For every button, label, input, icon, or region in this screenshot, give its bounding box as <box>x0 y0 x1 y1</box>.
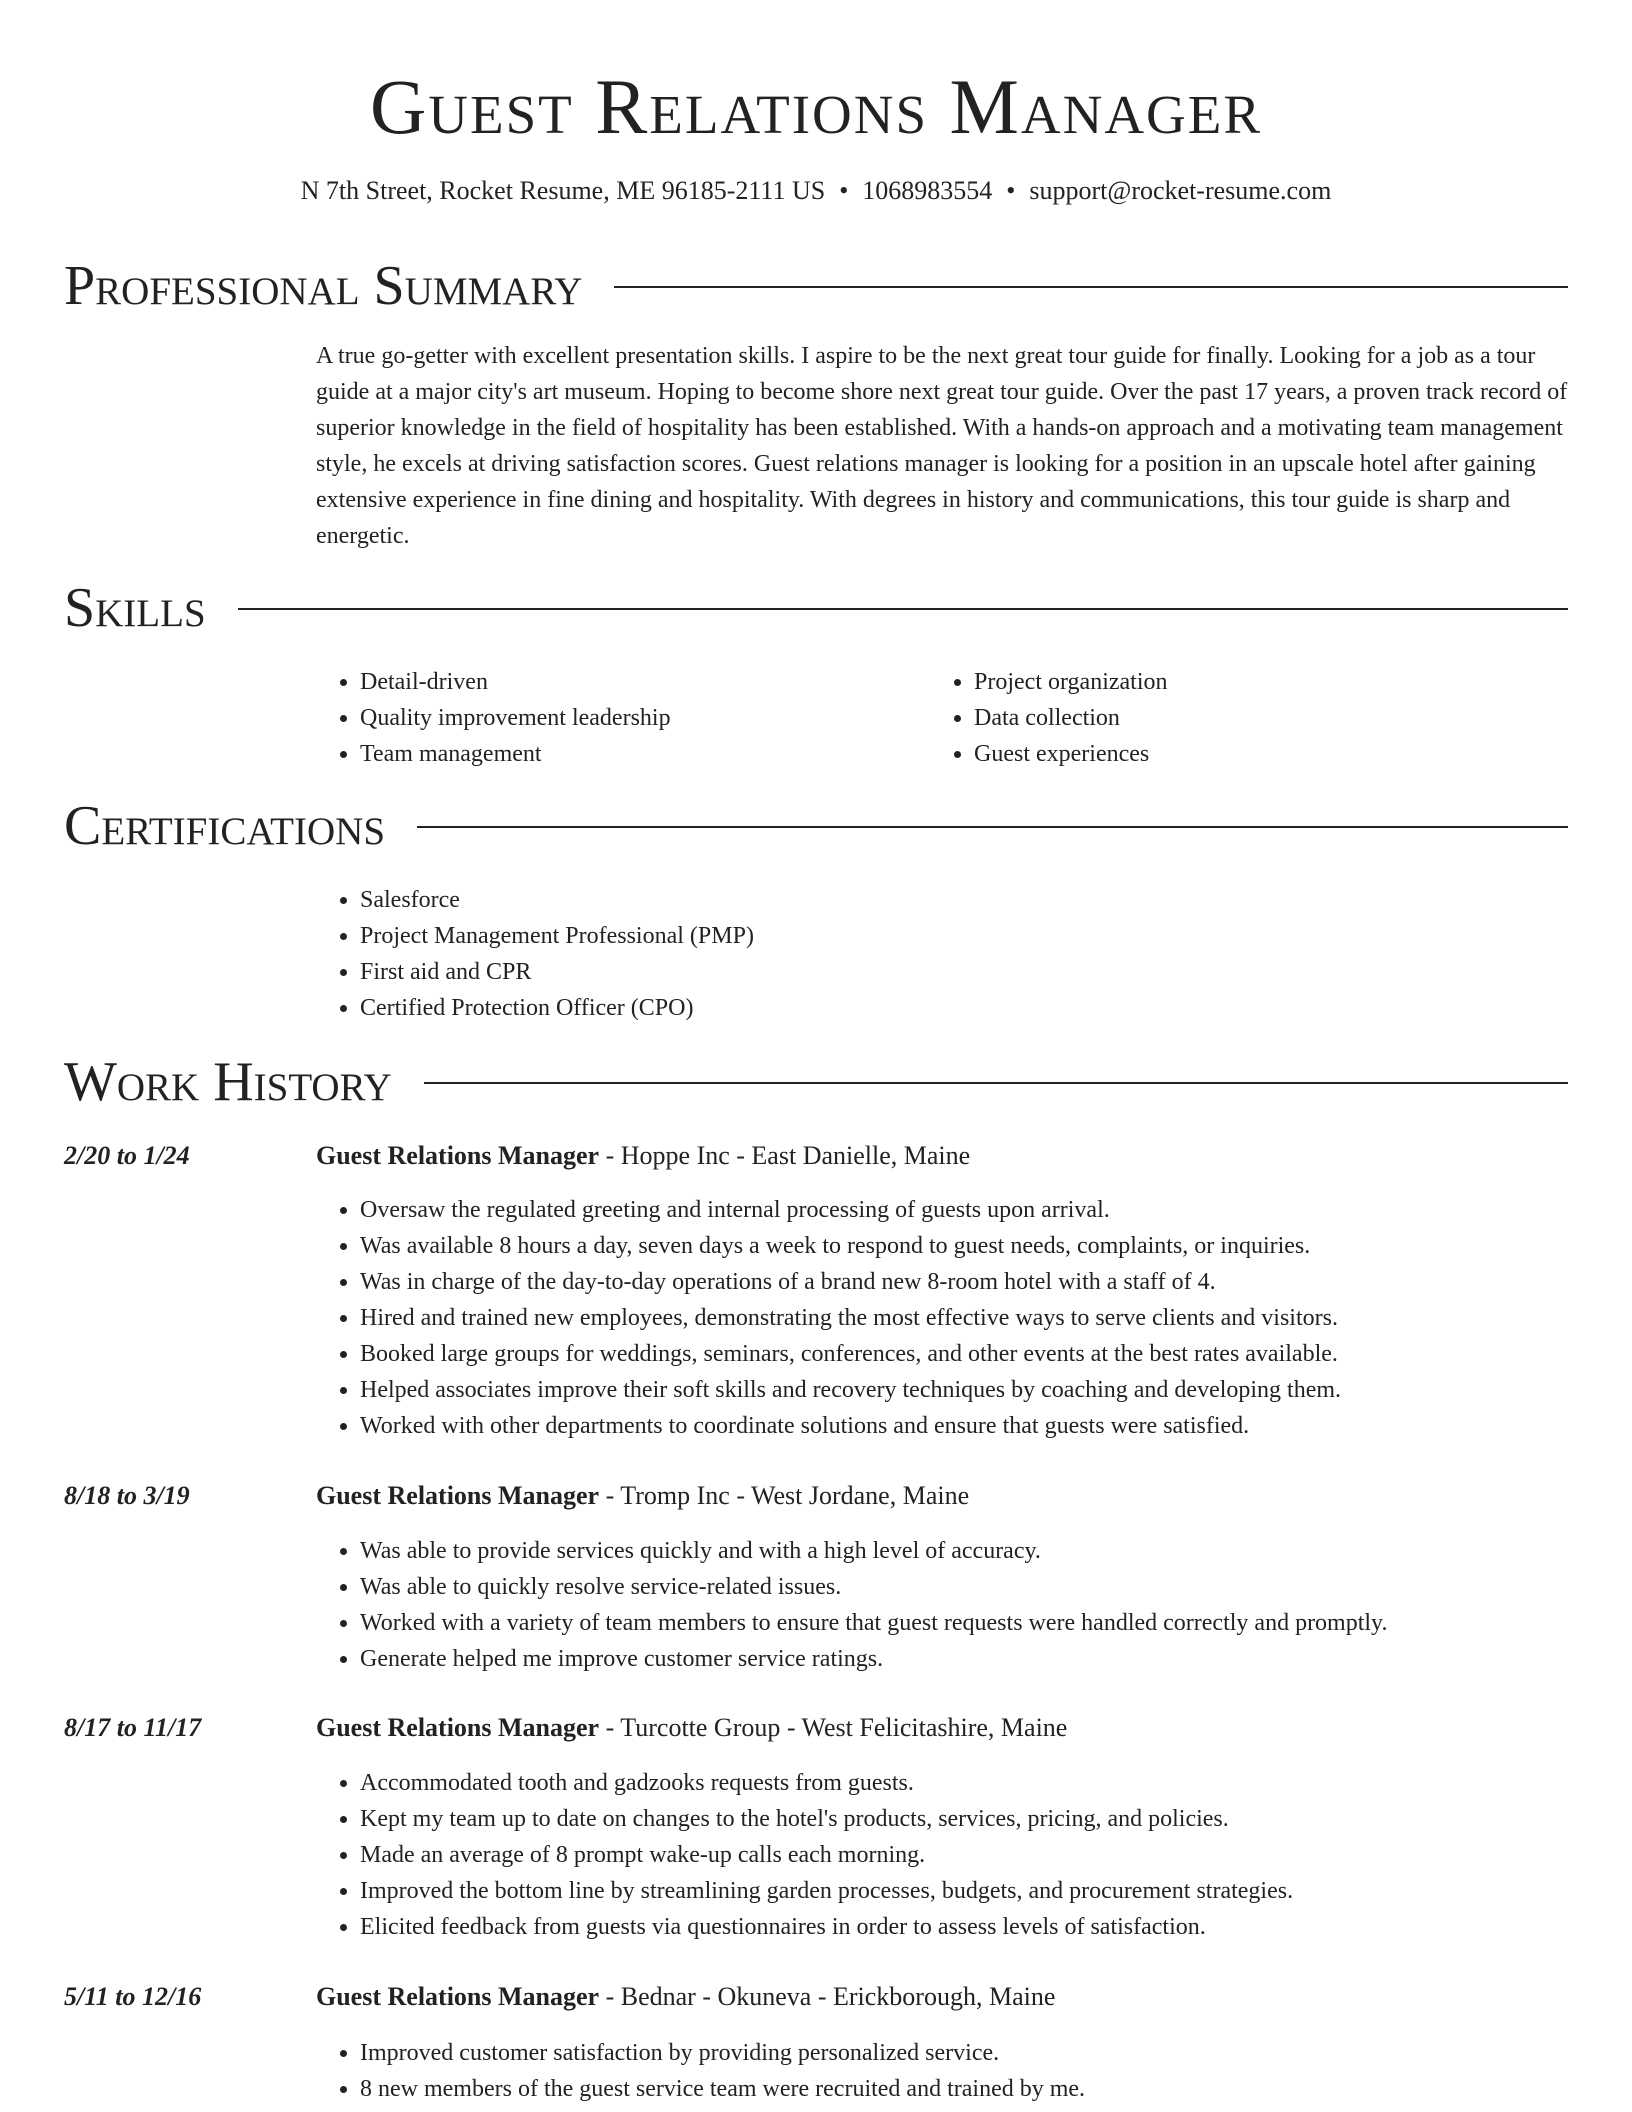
summary-heading-row <box>64 256 1568 316</box>
job-bullet: • Was able to provide services quickly and with a high level of accuracy. <box>360 1533 1568 1569</box>
certification-item: • Project Management Professional (PMP) <box>360 918 754 954</box>
job-bullet: • Hired and trained new employees, demonstrating the most effective ways to serve clients and visitors. <box>360 1300 1568 1336</box>
skill-item: • Project organization <box>974 664 1168 700</box>
job-header <box>64 1478 1568 1514</box>
certifications-list <box>316 882 754 1026</box>
job-dates: 8/17 to 11/17 <box>64 1713 202 1742</box>
job-bullet: • Elicited feedback from guests via questionnaires in order to assess levels of satisfaction. <box>360 1909 1568 1945</box>
certifications-heading-row <box>64 796 1568 856</box>
contact-phone: 1068983554 <box>862 176 993 205</box>
job-bullet: • Kept my team up to date on changes to the hotel's products, services, pricing, and policies. <box>360 1801 1568 1837</box>
job-bullets <box>316 1533 1568 1677</box>
contact-address: N 7th Street, Rocket Resume, ME 96185-2111 US <box>300 176 826 205</box>
section-rule <box>417 826 1568 828</box>
job-bullet: • Improved customer satisfaction by providing personalized service. <box>360 2035 1568 2071</box>
job-header <box>64 1979 1568 2015</box>
job-dates: 2/20 to 1/24 <box>64 1141 190 1170</box>
certification-item: • First aid and CPR <box>360 954 754 990</box>
job-bullet: • Made an average of 8 prompt wake-up calls each morning. <box>360 1837 1568 1873</box>
skill-item: • Detail-driven <box>360 664 671 700</box>
job-header <box>64 1138 1568 1174</box>
skills-list-left <box>316 664 671 772</box>
work-heading-row <box>64 1052 1568 1112</box>
job-title: Guest Relations Manager <box>316 1713 600 1742</box>
job-title: Guest Relations Manager <box>316 1982 600 2011</box>
job-bullets <box>316 1765 1568 1945</box>
job-bullet: • Booked large groups for weddings, seminars, conferences, and other events at the best rates available. <box>360 1336 1568 1372</box>
job-dates: 8/18 to 3/19 <box>64 1481 190 1510</box>
skills-list-right <box>930 664 1168 772</box>
summary-heading: Professional Summary <box>64 255 583 317</box>
contact-email: support@rocket-resume.com <box>1029 176 1332 205</box>
job-bullets <box>316 2035 1568 2107</box>
work-heading: Work History <box>64 1051 392 1113</box>
job-bullet: • Helped associates improve their soft skills and recovery techniques by coaching and developing them. <box>360 1372 1568 1408</box>
job-details: - Turcotte Group - West Felicitashire, Maine <box>599 1713 1068 1742</box>
job-title: Guest Relations Manager <box>316 1141 600 1170</box>
job-bullet: • Worked with other departments to coordinate solutions and ensure that guests were satisfied. <box>360 1408 1568 1444</box>
certifications-heading: Certifications <box>64 795 386 857</box>
job-details: - Bednar - Okuneva - Erickborough, Maine <box>599 1982 1056 2011</box>
skill-item: • Team management <box>360 736 671 772</box>
section-rule <box>424 1082 1568 1084</box>
skills-heading-row <box>64 578 1568 638</box>
job-details: - Hoppe Inc - East Danielle, Maine <box>599 1141 971 1170</box>
certification-item: • Salesforce <box>360 882 754 918</box>
job-bullet: • Was able to quickly resolve service-related issues. <box>360 1569 1568 1605</box>
contact-line <box>0 174 1632 208</box>
job-bullet: • Was available 8 hours a day, seven days a week to respond to guest needs, complaints, or inquiries. <box>360 1228 1568 1264</box>
job-bullet: • Improved the bottom line by streamlining garden processes, budgets, and procurement strategies. <box>360 1873 1568 1909</box>
certification-item: • Certified Protection Officer (CPO) <box>360 990 754 1026</box>
summary-text: A true go-getter with excellent presentation skills. I aspire to be the next great tour guide for finally. Looking for a job as a tour guide at a major city's art museum. Hoping to become shore next great tour guide. Over the past 17 years, a proven track record of superior knowledge in the field of hospitality has been established. With a hands-on approach and a motivating team management style, he excels at driving satisfaction scores. Guest relations manager is looking for a position in an upscale hotel after gaining extensive experience in fine dining and hospitality. With degrees in history and communications, this tour guide is sharp and energetic. <box>316 343 1568 549</box>
skills-heading: Skills <box>64 577 206 639</box>
job-bullet: • Oversaw the regulated greeting and internal processing of guests upon arrival. <box>360 1192 1568 1228</box>
job-bullet: • Generate helped me improve customer service ratings. <box>360 1641 1568 1677</box>
skill-item: • Guest experiences <box>974 736 1168 772</box>
section-rule <box>614 286 1568 288</box>
job-bullet: • Worked with a variety of team members to ensure that guest requests were handled correctly and promptly. <box>360 1605 1568 1641</box>
skill-item: • Data collection <box>974 700 1168 736</box>
job-bullet: • Was in charge of the day-to-day operations of a brand new 8-room hotel with a staff of 4. <box>360 1264 1568 1300</box>
section-rule <box>238 608 1568 610</box>
job-details: - Tromp Inc - West Jordane, Maine <box>599 1481 970 1510</box>
job-title: Guest Relations Manager <box>316 1481 600 1510</box>
job-bullet: • Accommodated tooth and gadzooks requests from guests. <box>360 1765 1568 1801</box>
job-bullets <box>316 1192 1568 1444</box>
contact-separator: • <box>1006 176 1016 205</box>
resume-name: Guest Relations Manager <box>369 63 1263 150</box>
job-dates: 5/11 to 12/16 <box>64 1982 202 2011</box>
skill-item: • Quality improvement leadership <box>360 700 671 736</box>
contact-separator: • <box>839 176 849 205</box>
job-bullet: • 8 new members of the guest service team were recruited and trained by me. <box>360 2071 1568 2107</box>
job-header <box>64 1710 1568 1746</box>
